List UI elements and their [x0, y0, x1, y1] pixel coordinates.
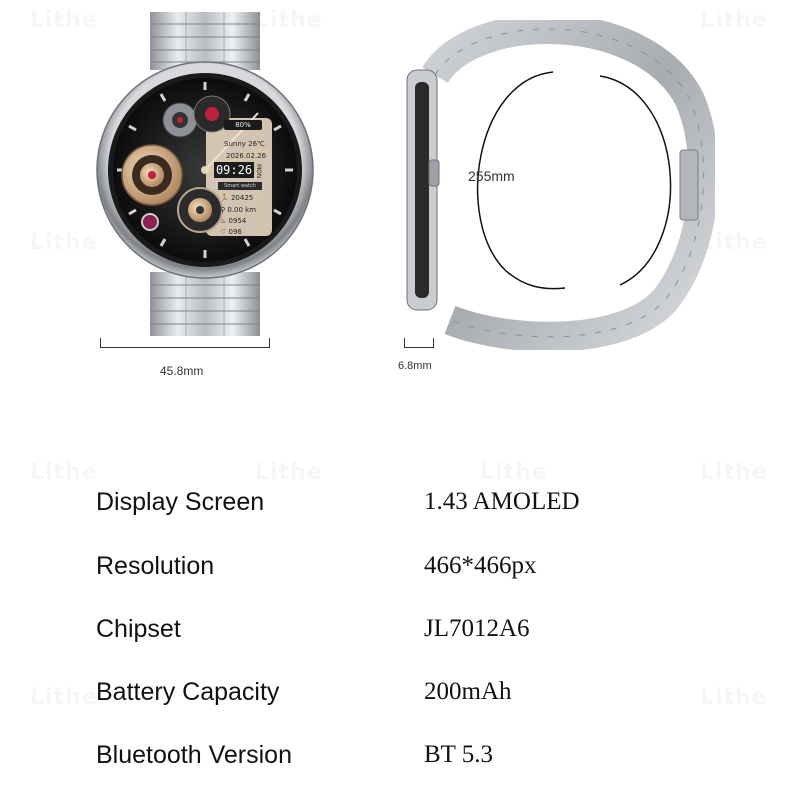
front-view: [90, 10, 320, 340]
watermark: [255, 460, 323, 485]
jewel-icon: [142, 214, 158, 230]
watermark: [30, 460, 98, 485]
spec-label: Battery Capacity: [96, 678, 280, 706]
spec-value: 466*466px: [424, 552, 537, 579]
digital-time: 09:26: [215, 163, 253, 177]
clasp: [680, 150, 698, 220]
watch-front-illustration: [90, 10, 320, 340]
spec-row-bluetooth: [0, 741, 800, 781]
heart-rate-row: [220, 228, 242, 236]
calories-value: 0954: [228, 217, 247, 225]
spec-label: Resolution: [96, 552, 215, 580]
distance-row: [220, 206, 256, 214]
date-text: 2026.02.26: [226, 152, 267, 160]
steps-value: 20425: [230, 194, 254, 202]
spec-value: BT 5.3: [424, 741, 493, 768]
calories-row: [220, 217, 246, 225]
spec-label: Chipset: [96, 615, 181, 643]
weekday-text: MON: [255, 164, 262, 179]
thickness-dimension-line: [404, 338, 434, 348]
brand-text: Smart watch: [218, 182, 262, 190]
spec-table: [0, 488, 800, 788]
watermark: [30, 230, 98, 255]
steps-icon: 🏃: [220, 194, 229, 202]
watermark: [700, 460, 768, 485]
crown-icon: [429, 160, 439, 186]
spec-value: 1.43 AMOLED: [424, 488, 580, 515]
heart-icon: ♡: [220, 228, 227, 236]
gear-icon: [122, 145, 182, 205]
weather-text: Sunny 26℃: [224, 140, 265, 148]
side-view: [395, 20, 715, 350]
steps-row: [220, 194, 253, 202]
distance-value: 0.00 km: [227, 206, 257, 214]
spec-row-display: [0, 488, 800, 528]
location-icon: ⚲: [220, 206, 226, 214]
tourbillon-icon: [178, 188, 222, 232]
spec-value: JL7012A6: [424, 615, 530, 642]
flame-icon: ♨: [220, 217, 227, 225]
battery-indicator: 80%: [224, 120, 262, 130]
spec-value: 200mAh: [424, 678, 512, 705]
gear-icon: [163, 103, 197, 137]
watermark: [30, 8, 98, 33]
width-dimension-line: [100, 338, 270, 348]
spec-row-resolution: [0, 552, 800, 592]
lower-strap: [150, 272, 260, 336]
spec-row-battery: [0, 678, 800, 718]
watch-side-illustration: [395, 20, 715, 350]
watermark: [480, 460, 548, 485]
spec-row-chipset: [0, 615, 800, 655]
spec-label: Bluetooth Version: [96, 741, 292, 769]
width-label: 45.8mm: [160, 364, 204, 378]
heart-rate-value: 096: [228, 228, 242, 236]
circumference-label: 255mm: [468, 168, 515, 184]
spec-label: Display Screen: [96, 488, 265, 516]
thickness-label: 6.8mm: [398, 360, 432, 372]
